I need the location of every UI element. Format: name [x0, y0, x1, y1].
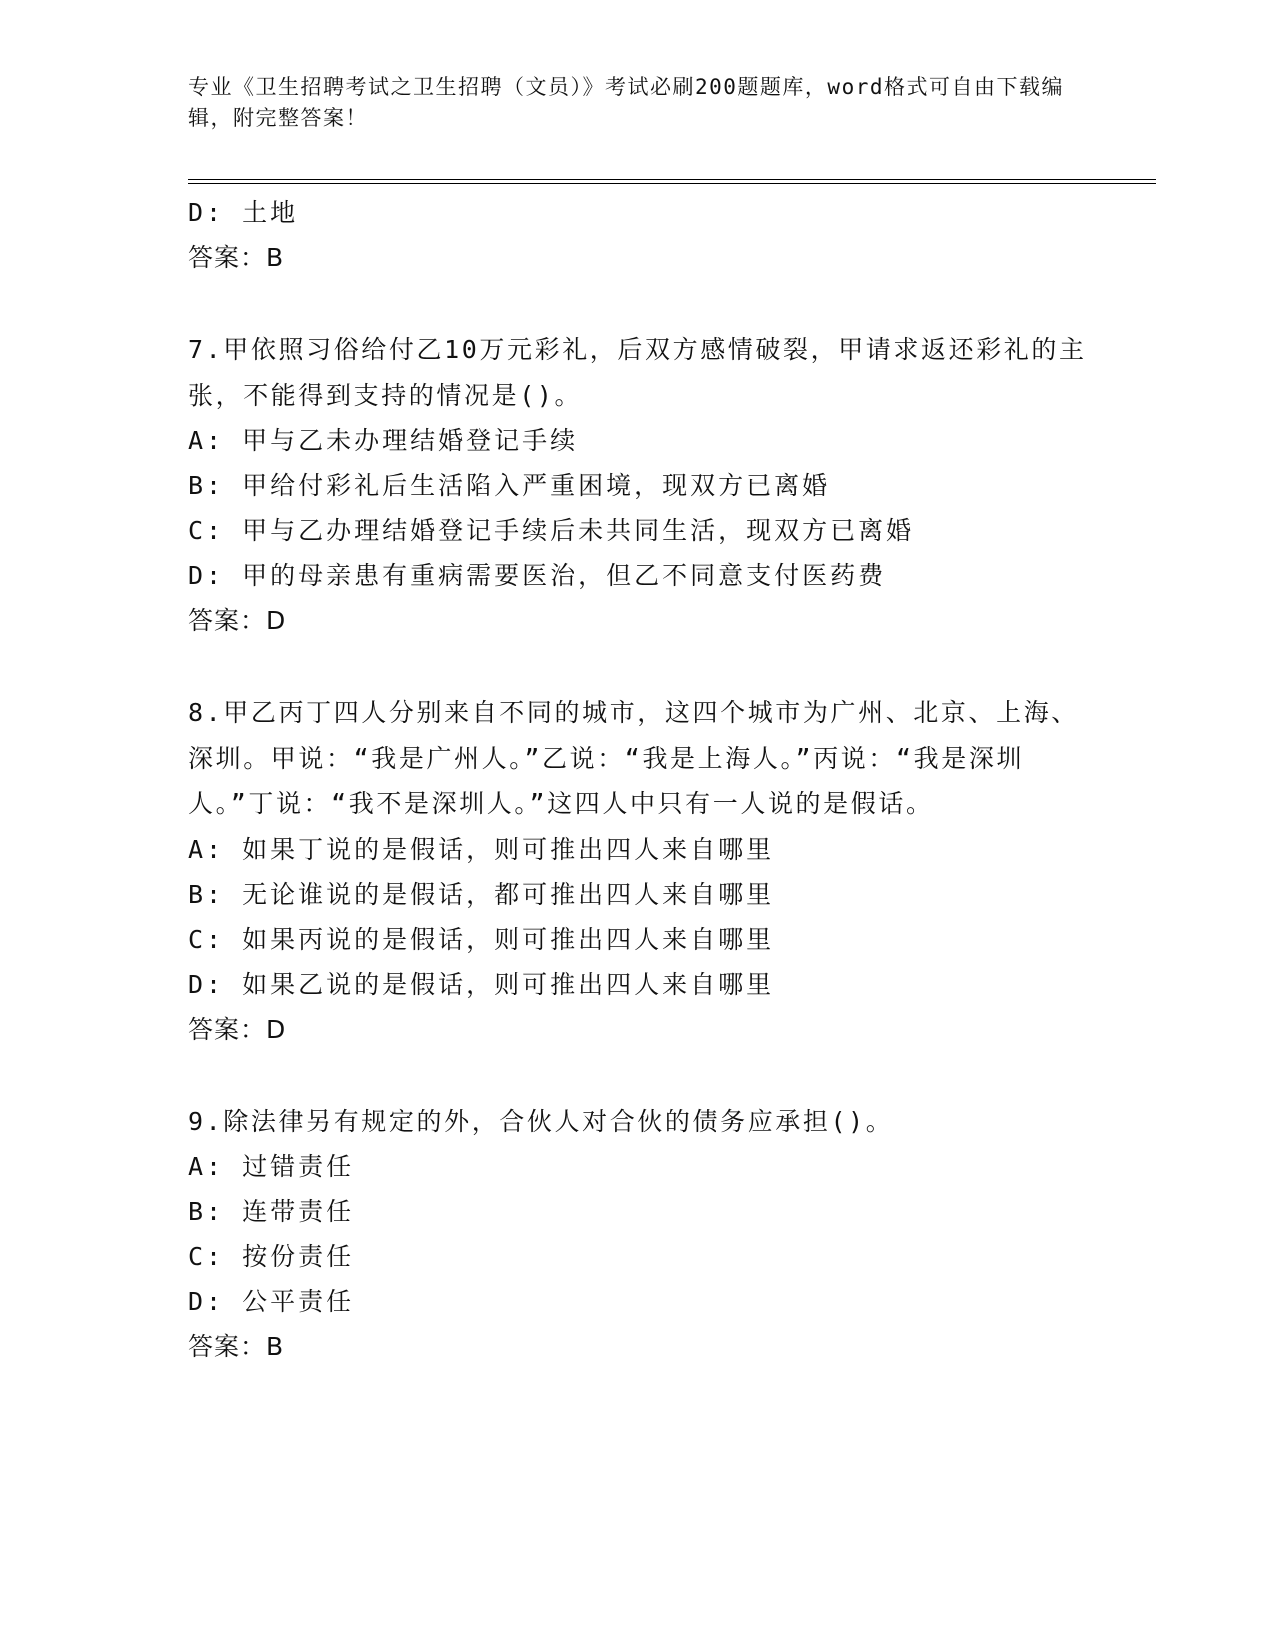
option-d: D: 公平责任: [188, 1287, 355, 1316]
document-body: [188, 190, 1088, 1369]
option-a: A: 如果丁说的是假话，则可推出四人来自哪里: [188, 834, 775, 864]
option-d: D: 如果乙说的是假话，则可推出四人来自哪里: [188, 969, 775, 999]
option-c: C: 按份责任: [188, 1242, 355, 1271]
option-a: A: 甲与乙未办理结婚登记手续: [188, 426, 579, 455]
question-text: 8.甲乙丙丁四人分别来自不同的城市，这四个城市为广州、北京、上海、深圳。甲说：“我是广州人。”乙说：“我是上海人。”丙说：“我是深圳人。”丁说：“我不是深圳人。”这四人中只有一人说的是假话。: [188, 698, 1079, 818]
option-d: D: 甲的母亲患有重病需要医治，但乙不同意支付医药费: [188, 561, 887, 590]
option-d: D: 土地: [188, 198, 299, 227]
answer: 答案：D: [188, 606, 287, 635]
question-text: 9.除法律另有规定的外，合伙人对合伙的债务应承担()。: [188, 1106, 894, 1136]
answer: 答案：D: [188, 1014, 287, 1044]
answer: 答案：B: [188, 243, 285, 272]
option-c: C: 如果丙说的是假话，则可推出四人来自哪里: [188, 924, 775, 954]
question-7: [188, 327, 1088, 643]
question-text: 7.甲依照习俗给付乙10万元彩礼，后双方感情破裂，甲请求返还彩礼的主张，不能得到支持的情况是()。: [188, 335, 1087, 410]
option-b: B: 甲给付彩礼后生活陷入严重困境，现双方已离婚: [188, 471, 831, 500]
answer: 答案：B: [188, 1332, 285, 1361]
option-a: A: 过错责任: [188, 1152, 355, 1181]
question-8: [188, 690, 1088, 1052]
header-rule-bottom: [188, 183, 1156, 184]
document-header: 专业《卫生招聘考试之卫生招聘（文员）》考试必刷200题题库，word格式可自由下载编辑，附完整答案！: [188, 75, 1064, 130]
question-9: [188, 1099, 1088, 1370]
header-rule-top: [188, 179, 1156, 180]
option-c: C: 甲与乙办理结婚登记手续后未共同生活，现双方已离婚: [188, 516, 915, 545]
option-b: B: 连带责任: [188, 1197, 355, 1226]
option-b: B: 无论谁说的是假话，都可推出四人来自哪里: [188, 879, 775, 909]
